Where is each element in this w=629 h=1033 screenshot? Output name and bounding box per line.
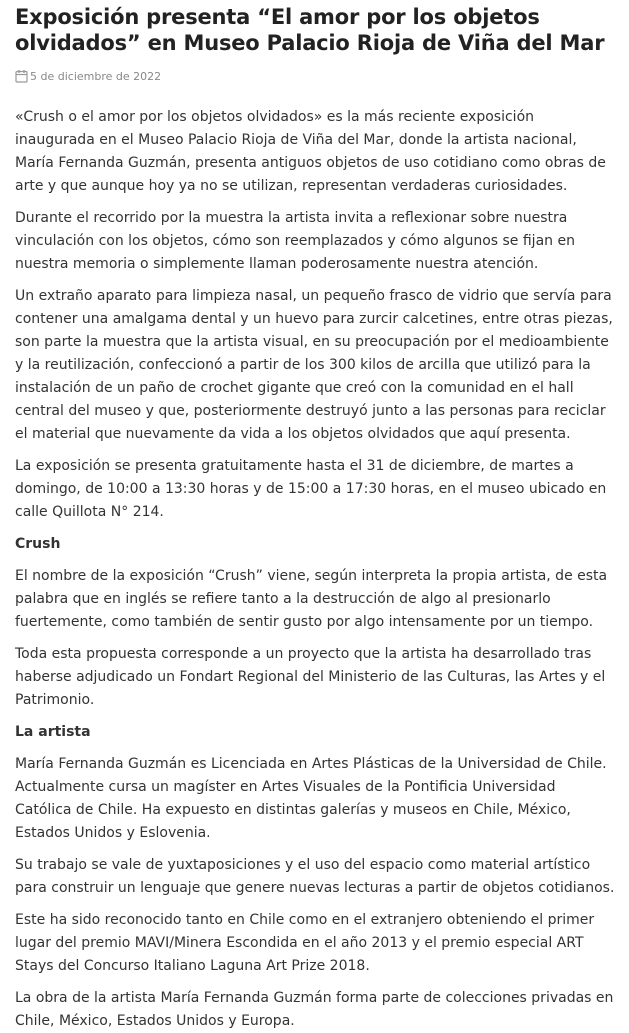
paragraph: Toda esta propuesta corresponde a un proyecto que la artista ha desarrollado tras haberse adjudicado un Fondart Regional del Ministerio de las Culturas, las Artes y el Patrimonio. — [15, 646, 606, 708]
article-meta — [15, 68, 615, 84]
paragraph: El nombre de la exposición “Crush” viene, según interpreta la propia artista, de esta palabra que en inglés se refiere tanto a la destrucción de algo al presionarlo fuertemente, como también de sentir gusto por algo intensamente por un tiempo. — [15, 568, 608, 630]
paragraph: «Crush o el amor por los objetos olvidados» es la más reciente exposición inaugurada en el Museo Palacio Rioja de Viña del Mar, donde la artista nacional, María Fernanda Guzmán, presenta antiguos objetos de uso cotidiano como obras de arte y que aunque hoy ya no se utilizan, representan verdaderas curiosidades. — [15, 109, 606, 194]
section-heading-artist: La artista — [15, 724, 91, 740]
paragraph: La obra de la artista María Fernanda Guzmán forma parte de colecciones privadas en Chile, México, Estados Unidos y Europa. — [15, 990, 614, 1029]
paragraph: Durante el recorrido por la muestra la artista invita a reflexionar sobre nuestra vinculación con los objetos, cómo son reemplazados y cómo algunos se fijan en nuestra memoria o simplemente llaman poderosamente nuestra atención. — [15, 210, 575, 272]
article-body — [15, 106, 615, 1033]
paragraph: María Fernanda Guzmán es Licenciada en Artes Plásticas de la Universidad de Chile. Actualmente cursa un magíster en Artes Visuales de la Pontificia Universidad Católica de Chile. Ha expuesto en distintas galerías y museos en Chile, México, Estados Unidos y Eslovenia. — [15, 756, 607, 841]
paragraph: Un extraño aparato para limpieza nasal, un pequeño frasco de vidrio que servía para contener una amalgama dental y un huevo para zurcir calcetines, entre otras piezas, son parte la muestra que la artista visual, en su preocupación por el medioambiente y la reutilización, confeccionó a partir de los 300 kilos de arcilla que utilizó para la instalación de un paño de crochet gigante que creó con la comunidad en el hall central del museo y que, posteriormente destruyó junto a las personas para reciclar el material que nuevamente da vida a los objetos olvidados que aquí presenta. — [15, 288, 613, 442]
calendar-icon — [15, 69, 28, 83]
article-title: Exposición presenta “El amor por los objetos olvidados” en Museo Palacio Rioja de Viña del Mar — [15, 5, 605, 55]
paragraph: Su trabajo se vale de yuxtaposiciones y el uso del espacio como material artístico para construir un lenguaje que genere nuevas lecturas a partir de objetos cotidianos. — [15, 857, 615, 896]
publish-date: 5 de diciembre de 2022 — [30, 69, 162, 83]
section-heading-crush: Crush — [15, 536, 61, 552]
paragraph: La exposición se presenta gratuitamente hasta el 31 de diciembre, de martes a domingo, de 10:00 a 13:30 horas y de 15:00 a 17:30 horas, en el museo ubicado en calle Quillota N° 214. — [15, 458, 607, 520]
paragraph: Este ha sido reconocido tanto en Chile como en el extranjero obteniendo el primer lugar del premio MAVI/Minera Escondida en el año 2013 y el premio especial ART Stays del Concurso Italiano Laguna Art Prize 2018. — [15, 912, 595, 974]
